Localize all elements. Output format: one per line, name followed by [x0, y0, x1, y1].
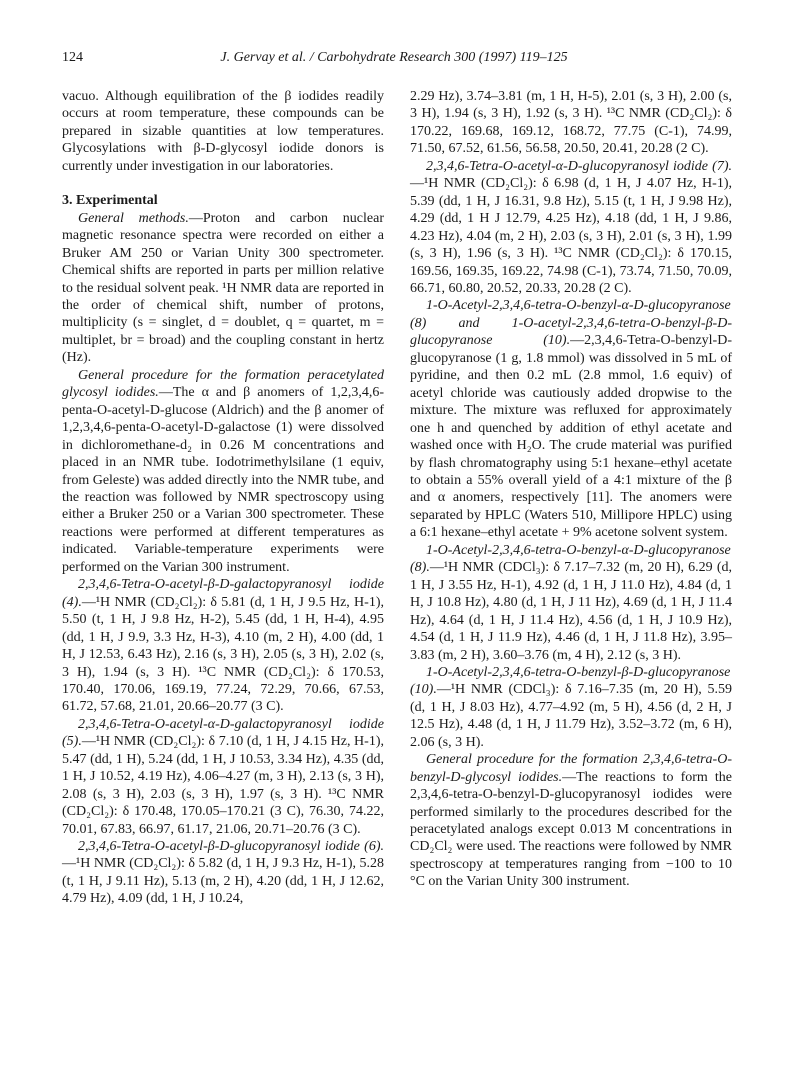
general-procedure-text: —The α and β anomers of 1,2,3,4,6-penta-O-acetyl-D-glucose (Aldrich) and the β anomer of 1,2,3,4,6-penta-O-acetyl-D-galactose (1) were dissolved in dichloromethane-d₂ in 0.26 M concentrations and placed in an NMR tube. Iodotrimethylsilane (1 equiv, from Geleste) was added directly into the NMR tube, and the reaction was followed by NMR spectroscopy using either a Bruker 250 or a Varian 300 spectrometer. These reactions were performed at different temperatures as indicated. Variable-temperature experiments were performed on the Varian 300 instrument. — [62, 385, 384, 575]
compound-8-paragraph — [410, 542, 732, 664]
compound-7-text: —¹H NMR (CD₂Cl₂): δ 6.98 (d, 1 H, J 4.07 Hz, H-1), 5.39 (dd, 1 H, J 16.31, 9.8 Hz), 5.15 (t, 1 H, J 9.98 Hz), 4.29 (dd, 1 H J 12.79, 4.25 Hz), 4.18 (dd, 1 H, J 9.86, 4.23 Hz), 4.04 (m, 2 H), 2.03 (s, 3 H), 2.01 (s, 3 H), 1.99 (s, 3 H), 1.96 (s, 3 H). ¹³C NMR (CD₂Cl₂): δ 170.15, 169.56, 169.35, 169.22, 74.98 (C-1), 73.74, 71.50, 70.09, 66.71, 60.80, 20.52, 20.33, 20.28 (2 C). — [410, 176, 732, 296]
compound-8-title: 1-O-Acetyl-2,3,4,6-tetra-O-benzyl-α-D-glucopyranose (8). — [410, 542, 731, 576]
compound-10-text: —¹H NMR (CDCl₃): δ 7.16–7.35 (m, 20 H), 5.59 (d, 1 H, J 8.03 Hz), 4.77–4.92 (m, 5 H), 4.56 (d, 2 H, J 12.5 Hz), 4.48 (d, 1 H, J 11.79 Hz), 3.52–3.72 (m, 6 H), 2.06 (s, 3 H). — [410, 682, 732, 750]
compound-8-10-paragraph — [410, 297, 732, 541]
general-procedure-2-title: General procedure for the formation 2,3,4,6-tetra-O-benzyl-D-glycosyl iodides. — [410, 752, 732, 785]
running-title: J. Gervay et al. / Carbohydrate Research 300 (1997) 119–125 — [220, 50, 568, 65]
compound-5-text: —¹H NMR (CD₂Cl₂): δ 7.10 (d, 1 H, J 4.15 Hz, H-1), 5.47 (dd, 1 H), 5.24 (dd, 1 H, J 10.53, 3.34 Hz), 4.35 (dd, 1 H, J 10.52, 4.19 Hz), 4.06–4.27 (m, 3 H), 2.13 (s, 3 H), 2.08 (s, 3 H), 2.03 (s, 3 H), 1.97 (s, 3 H). ¹³C NMR (CD₂Cl₂): δ 170.48, 170.05–170.21 (3 C), 76.30, 74.22, 70.01, 67.83, 66.97, 61.17, 21.06, 20.71–20.76 (3 C). — [62, 734, 384, 837]
compound-6-paragraph — [62, 838, 384, 908]
compound-6-title: 2,3,4,6-Tetra-O-acetyl-β-D-glucopyranosyl iodide (6). — [78, 839, 384, 855]
general-procedure-title: General procedure for the formation peracetylated glycosyl iodides. — [62, 367, 384, 401]
general-methods-paragraph — [62, 210, 384, 367]
compound-8-10-title: 1-O-Acetyl-2,3,4,6-tetra-O-benzyl-α-D-glucopyranose (8) and 1-O-acetyl-2,3,4,6-tetra-O-benzyl-β-D-glucopyranose (10). — [410, 298, 732, 349]
compound-10-title: 1-O-Acetyl-2,3,4,6-tetra-O-benzyl-β-D-glucopyranose (10). — [410, 664, 731, 698]
right-column — [410, 88, 732, 891]
compound-4-paragraph — [62, 576, 384, 716]
running-header — [62, 50, 726, 70]
compound-5-paragraph — [62, 716, 384, 838]
compound-4-text: —¹H NMR (CD₂Cl₂): δ 5.81 (d, 1 H, J 9.5 Hz, H-1), 5.50 (t, 1 H, J 9.8 Hz, H-2), 5.45 (dd, 1 H, H-4), 4.95 (dd, 1 H, J 9.9, 3.3 Hz, H-3), 4.10 (m, 2 H), 4.00 (dd, 1 H, J 12.53, 6.43 Hz), 2.16 (s, 3 H), 2.05 (s, 3 H), 2.02 (s, 3 H), 1.94 (s, 3 H). ¹³C NMR (CD₂Cl₂): δ 170.53, 170.40, 170.06, 169.19, 77.24, 72.29, 70.66, 67.53, 61.72, 57.68, 21.01, 20.66–20.77 (3 C). — [62, 594, 384, 715]
continuation-paragraph: 2.29 Hz), 3.74–3.81 (m, 1 H, H-5), 2.01 (s, 3 H), 2.00 (s, 3 H), 1.94 (s, 3 H), 1.92 (s, 3 H). ¹³C NMR (CD₂Cl₂): δ 170.22, 169.68, 169.12, 168.72, 77.75 (C-1), 74.99, 71.50, 67.52, 61.56, 56.58, 20.50, 20.41, 20.28 (2 C). — [410, 89, 732, 157]
compound-8-10-text: —2,3,4,6-Tetra-O-benzyl-D-glucopyranose (1 g, 1.8 mmol) was dissolved in 5 mL of pyridine, and then 0.2 mL (2.8 mmol, 1.6 equiv) of acetyl chloride was cautiously added dropwise to the mixture. The mixture was refluxed for approximately one h and quenched by addition of ethyl acetate and washed once with H₂O. The crude material was purified by flash chromatography using 5:1 hexane–ethyl acetate to obtain a 55% overall yield of a 4:1 mixture of the β and α anomers, respectively [11]. The anomers were separated by HPLC (Waters 510, Millipore HPLC) using a 6:1 hexane–ethyl acetate + 9% acetone solvent system. — [410, 333, 732, 541]
section-heading: 3. Experimental — [62, 193, 158, 209]
page-number: 124 — [62, 50, 83, 65]
general-methods-text: —Proton and carbon nuclear magnetic resonance spectra were recorded on either a Bruker AM 250 or Varian Unity 300 spectrometer. Chemical shifts are reported in parts per million relative to the residual solvent peak. ¹H NMR data are reported in the order of chemical shift, number of protons, multiplicity (s = singlet, d = doublet, q = quartet, m = multiplet, br = broad) and the coupling constant in hertz (Hz). — [62, 210, 384, 366]
compound-8-text: —¹H NMR (CDCl₃): δ 7.17–7.32 (m, 20 H), 6.29 (d, 1 H, J 3.55 Hz, H-1), 4.92 (d, 1 H, J 11.0 Hz), 4.84 (d, 1 H, J 10.8 Hz), 4.80 (d, 1 H, J 11 Hz), 4.69 (d, 1 H, J 11.4 Hz), 4.64 (d, 1 H, J 11.4 Hz), 4.56 (d, 1 H, J 10.9 Hz), 4.54 (d, 1 H, J 11.9 Hz), 4.46 (d, 1 H, J 11.8 Hz), 3.95–3.83 (m, 2 H), 3.60–3.76 (m, 4 H), 2.12 (s, 3 H). — [410, 560, 732, 663]
general-procedure-paragraph — [62, 367, 384, 576]
general-methods-title: General methods. — [78, 210, 189, 226]
compound-4-title: 2,3,4,6-Tetra-O-acetyl-β-D-galactopyranosyl iodide (4). — [62, 577, 384, 610]
left-column — [62, 88, 384, 908]
compound-5-title: 2,3,4,6-Tetra-O-acetyl-α-D-galactopyranosyl iodide (5). — [62, 716, 384, 750]
general-procedure-2-text: —The reactions to form the 2,3,4,6-tetra-O-benzyl-D-glucopyranosyl iodides were performed similarly to the procedures described for the peracetylated analogs except 0.013 M concentrations in CD₂Cl₂ were used. The reactions were followed by NMR spectroscopy at temperatures ranging from −100 to 10 °C on the Varian Unity 300 instrument. — [410, 769, 732, 890]
compound-7-paragraph — [410, 158, 732, 298]
intro-paragraph: vacuo. Although equilibration of the β iodides readily occurs at room temperature, these compounds can be prepared in sizable quantities at low temperatures. Glycosylations with β-D-glycosyl iodide donors is currently under investigation in our laboratories. — [62, 89, 384, 174]
compound-6-text: —¹H NMR (CD₂Cl₂): δ 5.82 (d, 1 H, J 9.3 Hz, H-1), 5.28 (t, 1 H, J 9.11 Hz), 5.13 (m, 2 H), 4.20 (dd, 1 H, J 12.62, 4.79 Hz), 4.09 (dd, 1 H, J 10.24, — [62, 856, 384, 907]
compound-10-paragraph — [410, 664, 732, 751]
compound-7-title: 2,3,4,6-Tetra-O-acetyl-α-D-glucopyranosyl iodide (7). — [426, 158, 732, 174]
general-procedure-2-paragraph — [410, 751, 732, 891]
